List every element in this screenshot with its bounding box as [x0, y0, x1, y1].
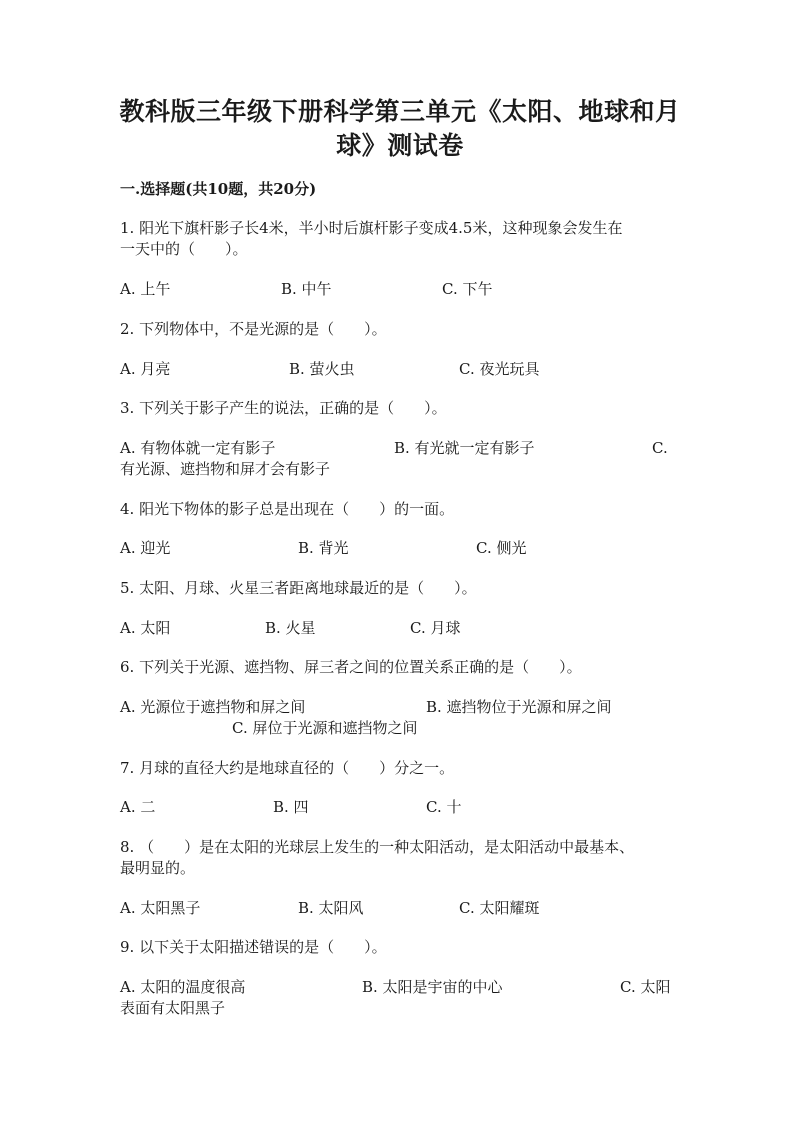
question-3-option-c-label: C. — [652, 439, 668, 457]
question-6-option-c: C. 屏位于光源和遮挡物之间 — [232, 719, 418, 737]
question-6-option-a: A. 光源位于遮挡物和屏之间 — [120, 698, 306, 716]
question-8-line-2: 最明显的。 — [120, 859, 196, 877]
question-9-option-c-label: C. 太阳 — [620, 978, 671, 996]
page-title — [100, 95, 700, 163]
question-3-option-b: B. 有光就一定有影子 — [394, 439, 535, 457]
question-9-option-a: A. 太阳的温度很高 — [120, 978, 246, 996]
question-8-option-c: C. 太阳耀斑 — [459, 899, 540, 917]
question-4-option-c: C. 侧光 — [476, 539, 527, 557]
question-7-option-b: B. 四 — [273, 798, 309, 816]
question-3-line-1: 3. 下列关于影子产生的说法，正确的是（ ）。 — [120, 399, 447, 417]
question-1-line-1: 1. 阳光下旗杆影子长4米，半小时后旗杆影子变成4.5米，这种现象会发生在 — [120, 219, 623, 237]
question-9-option-c-text: 表面有太阳黑子 — [120, 999, 226, 1017]
question-4-option-b: B. 背光 — [298, 539, 349, 557]
question-1-option-b: B. 中午 — [281, 280, 332, 298]
question-3-option-c-text: 有光源、遮挡物和屏才会有影子 — [120, 460, 331, 478]
question-1-option-a: A. 上午 — [120, 280, 171, 298]
question-8-option-b: B. 太阳风 — [298, 899, 364, 917]
question-2-line-1: 2. 下列物体中，不是光源的是（ ）。 — [120, 320, 387, 338]
question-8-option-a: A. 太阳黑子 — [120, 899, 201, 917]
question-2-option-a: A. 月亮 — [120, 360, 171, 378]
question-2-option-c: C. 夜光玩具 — [459, 360, 540, 378]
question-6-option-b: B. 遮挡物位于光源和屏之间 — [426, 698, 612, 716]
question-9-line-1: 9. 以下关于太阳描述错误的是（ ）。 — [120, 938, 387, 956]
question-5-option-b: B. 火星 — [265, 619, 316, 637]
question-5-option-a: A. 太阳 — [120, 619, 171, 637]
question-1-line-2: 一天中的（ ）。 — [120, 240, 248, 258]
question-5-option-c: C. 月球 — [410, 619, 461, 637]
question-2-option-b: B. 萤火虫 — [289, 360, 355, 378]
question-9-option-b: B. 太阳是宇宙的中心 — [362, 978, 503, 996]
question-7-option-c: C. 十 — [426, 798, 462, 816]
question-7-line-1: 7. 月球的直径大约是地球直径的（ ）分之一。 — [120, 759, 455, 777]
question-7-option-a: A. 二 — [120, 798, 156, 816]
question-3-option-a: A. 有物体就一定有影子 — [120, 439, 276, 457]
question-4-option-a: A. 迎光 — [120, 539, 171, 557]
title-line-1: 教科版三年级下册科学第三单元《太阳、地球和月 — [119, 97, 681, 126]
title-line-2: 球》测试卷 — [336, 131, 464, 160]
question-4-line-1: 4. 阳光下物体的影子总是出现在（ ）的一面。 — [120, 500, 455, 518]
section-heading: 一.选择题(共10题，共20分) — [120, 180, 317, 198]
question-6-line-1: 6. 下列关于光源、遮挡物、屏三者之间的位置关系正确的是（ ）。 — [120, 658, 582, 676]
question-5-line-1: 5. 太阳、月球、火星三者距离地球最近的是（ ）。 — [120, 579, 477, 597]
question-8-line-1: 8. （ ）是在太阳的光球层上发生的一种太阳活动，是太阳活动中最基本、 — [120, 838, 635, 856]
question-1-option-c: C. 下午 — [442, 280, 493, 298]
